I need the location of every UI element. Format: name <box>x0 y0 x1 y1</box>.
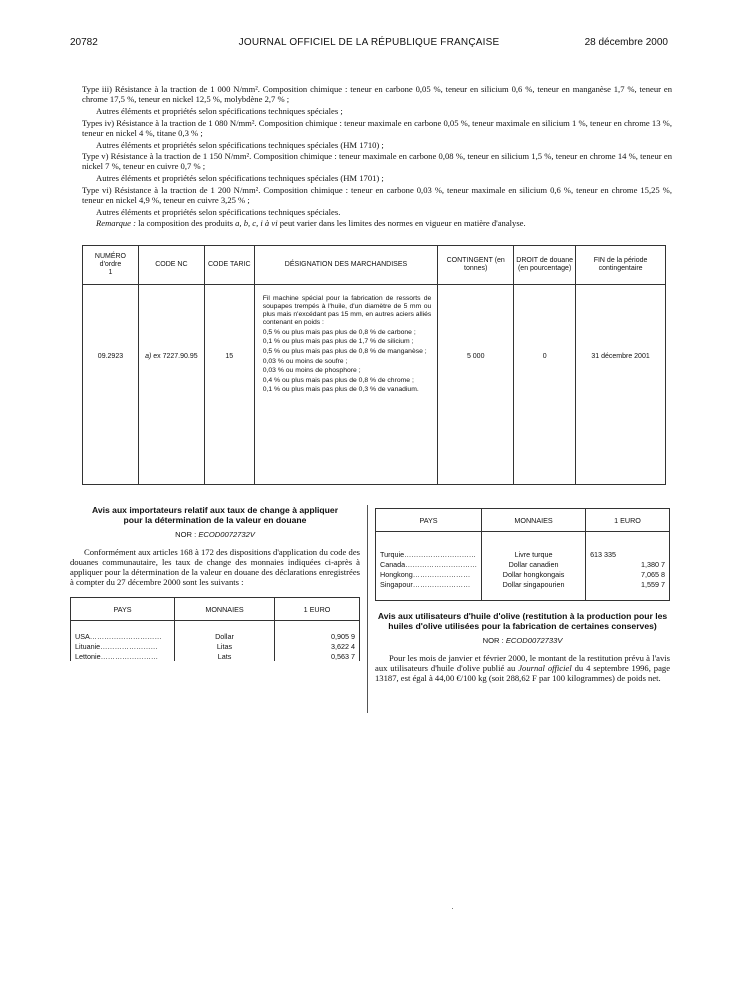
quota-table-header <box>83 246 666 285</box>
page-number: 20782 <box>70 37 98 48</box>
article-body: Conformément aux articles 168 à 172 des dispositions d'application du code des douanes communautaire, les taux de change des monnaies indiquées ci-après à appliquer pour la détermination de la valeur en douane des déclarations enregistrées à compter du 27 décembre 2000 sont les suivants : <box>70 547 360 587</box>
nor-reference: NOR : ECOD0072732V <box>175 530 255 539</box>
table-row <box>71 651 360 661</box>
type-main: Types iv) Résistance à la traction de 1 080 N/mm². Composition chimique : teneur maximale en carbone 0,05 %, teneur maximale en silicium 1 %, teneur en chrome 13 %, teneur en nickel 4 %, titane 0,3 % ; <box>82 117 672 138</box>
table-row <box>376 570 670 580</box>
exchange-rate-table <box>70 597 360 661</box>
cell-fin: 31 décembre 2001 <box>591 353 650 360</box>
type-sub: Autres éléments et propriétés selon spécifications techniques spéciales ; <box>96 105 343 116</box>
cell-monnaie: Dollar hongkongais <box>482 570 586 580</box>
designation-line: 0,1 % ou plus mais pas plus de 0,3 % de vanadium. <box>262 386 419 394</box>
col-taric: CODE TARIC <box>204 246 254 285</box>
types-block <box>82 84 672 230</box>
type-main: Type v) Résistance à la traction de 1 150 N/mm². Composition chimique : teneur maximale en carbone 0,08 %, teneur en silicium 1,5 %, teneur en chrome 14 %, teneur en nickel 7 %, teneur en cuivre 0,7 % ; <box>82 151 672 172</box>
page-header <box>70 37 668 51</box>
type-main: Type iii) Résistance à la traction de 1 000 N/mm². Composition chimique : teneur en carbone 0,05 %, teneur en silicium 0,6 %, teneur en manganèse 1,7 %, teneur en chrome 17,5 %, teneur en nickel 12,5 %, molybdène 2,7 % ; <box>82 84 672 105</box>
cell-monnaie: Livre turque <box>482 550 586 560</box>
designation-line: 0,03 % ou moins de phosphore ; <box>262 367 361 375</box>
type-sub: Autres éléments et propriétés selon spécifications techniques spéciales. <box>96 206 341 217</box>
cell-pays: Hongkong…………………… <box>376 570 482 580</box>
cell-numero: 09.2923 <box>97 353 124 360</box>
designation-line: Fil machine spécial pour la fabrication de ressorts de soupapes trempés à l'huile, d'un diamètre de 5 mm ou plus mais n'excédant pas 15 mm, en autres aciers alliés contenant en poids : <box>262 295 432 327</box>
issue-date: 28 décembre 2000 <box>584 37 668 48</box>
col-monnaies: MONNAIES <box>482 509 586 532</box>
designation-line: 0,5 % ou plus mais pas plus de 0,8 % de manganèse ; <box>262 348 427 356</box>
cell-euro: 1,559 7 <box>586 580 670 590</box>
cell-monnaie: Dollar <box>175 631 275 641</box>
col-contingent: CONTINGENT (en tonnes) <box>438 246 514 285</box>
col-monnaies: MONNAIES <box>175 598 275 621</box>
cell-taric: 15 <box>225 353 234 360</box>
exchange-rate-notice <box>70 505 360 661</box>
table-row <box>71 641 360 651</box>
cell-droit: 0 <box>542 353 547 360</box>
cell-euro: 1,380 7 <box>586 560 670 570</box>
col-euro: 1 EURO <box>586 509 670 532</box>
designation-line: 0,1 % ou plus mais pas plus de 1,7 % de silicium ; <box>262 338 414 346</box>
table-row <box>376 560 670 570</box>
cell-euro: 613 335 <box>586 550 670 560</box>
right-column <box>375 508 670 683</box>
col-designation: DÉSIGNATION DES MARCHANDISES <box>254 246 438 285</box>
remark-letters: a, b, c, i à vi <box>235 218 278 229</box>
designation-line: 0,4 % ou plus mais pas plus de 0,8 % de chrome ; <box>262 376 414 384</box>
col-euro: 1 EURO <box>275 598 360 621</box>
cell-monnaie: Lats <box>175 651 275 661</box>
column-divider <box>367 505 368 713</box>
col-numero-sub: 1 <box>108 269 113 276</box>
type-sub: Autres éléments et propriétés selon spécifications techniques spéciales (HM 1710) ; <box>96 139 384 150</box>
remark-text-start: la composition des produits <box>138 218 233 229</box>
cell-designation <box>255 285 438 400</box>
cell-pays: Turquie………………………… <box>376 550 482 560</box>
exchange-rate-table-continued <box>375 508 670 601</box>
remark-text-end: peut varier dans les limites des normes en vigueur en matière d'analyse. <box>279 218 526 229</box>
cell-contingent: 5 000 <box>466 353 485 360</box>
cell-monnaie: Dollar singapourien <box>482 580 586 590</box>
nor-reference: NOR : ECOD0072733V <box>482 635 563 645</box>
cell-pays: Lituanie…………………… <box>71 641 175 651</box>
article-title: Avis aux importateurs relatif aux taux de change à appliquer pour la détermination de la valeur en douane <box>91 505 339 525</box>
cell-pays: USA………………………… <box>71 631 175 641</box>
cell-code-nc: a) ex 7227.90.95 <box>145 353 198 360</box>
stray-mark <box>452 908 453 909</box>
col-pays: PAYS <box>376 509 482 532</box>
cell-euro: 0,905 9 <box>275 631 360 641</box>
remark <box>82 218 672 228</box>
cell-euro: 0,563 7 <box>275 651 360 661</box>
type-main: Type vi) Résistance à la traction de 1 200 N/mm². Composition chimique : teneur en carbone 0,03 %, teneur maximale en silicium 0,6 %, teneur en chrome 15,25 %, teneur en nickel 4,9 %, teneur en cuivre 3,25 % ; <box>82 184 672 206</box>
table-row <box>71 631 360 641</box>
cell-pays: Canada………………………… <box>376 560 482 570</box>
cell-euro: 7,065 8 <box>586 570 670 580</box>
cell-monnaie: Litas <box>175 641 275 651</box>
cell-pays: Singapour…………………… <box>376 580 482 590</box>
journal-title: JOURNAL OFFICIEL DE LA RÉPUBLIQUE FRANÇAISE <box>238 37 500 48</box>
col-code-nc: CODE NC <box>138 246 204 285</box>
quota-table <box>82 245 666 485</box>
table-row <box>376 580 670 590</box>
designation-line: 0,03 % ou moins de soufre ; <box>262 357 348 365</box>
col-numero: NUMÉRO d'ordre 1 <box>83 246 139 285</box>
article-title: Avis aux utilisateurs d'huile d'olive (restitution à la production pour les huiles d'olive utilisées pour la fabrication de certaines conserves) <box>377 610 668 631</box>
col-fin: FIN de la période contingentaire <box>576 246 666 285</box>
remark-label: Remarque : <box>96 218 137 229</box>
table-row <box>83 285 666 485</box>
cell-monnaie: Dollar canadien <box>482 560 586 570</box>
col-pays: PAYS <box>71 598 175 621</box>
cell-pays: Lettonie…………………… <box>71 651 175 661</box>
designation-line: 0,5 % ou plus mais pas plus de 0,8 % de carbone ; <box>262 328 416 336</box>
col-droit: DROIT de douane (en pourcentage) <box>514 246 576 285</box>
type-sub: Autres éléments et propriétés selon spécifications techniques spéciales (HM 1701) ; <box>96 173 384 184</box>
article-body: Pour les mois de janvier et février 2000, le montant de la restitution prévu à l'avis aux utilisateurs d'huile d'olive publié au Journal officiel du 4 septembre 1996, page 13187, est égal à 44,00 €/100 kg (soit 288,62 F par 100 kilogrammes) de poids net. <box>375 652 671 683</box>
table-row <box>376 550 670 560</box>
cell-euro: 3,622 4 <box>275 641 360 651</box>
